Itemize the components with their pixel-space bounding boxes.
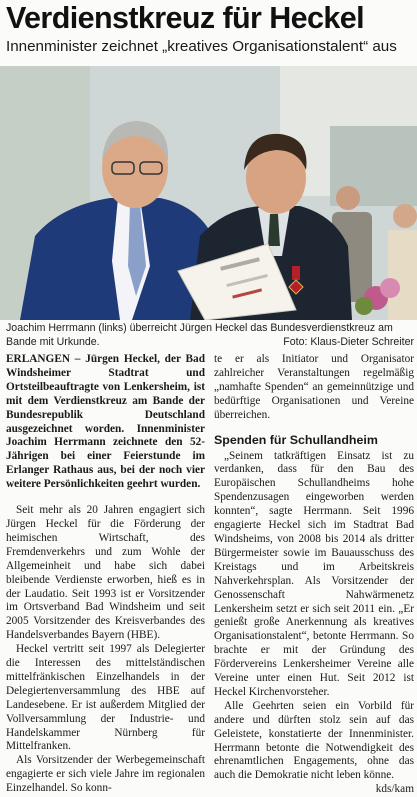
dateline: ERLANGEN – — [6, 353, 86, 365]
body-paragraph: te er als Initiator und Organisator zahlreicher Veranstaltungen regelmäßig „namhafte Spenden“ an gemeinnützige und bedürftige Organisationen und Vereine überreichen. — [214, 353, 414, 421]
body-paragraph: Seit mehr als 20 Jahren engagiert sich Jürgen Heckel für die Förderung der heimischen Wirtschaft, des Fremdenverkehrs und zum Wohle der Allgemeinheit und habe sich dabei bleibende Verdienste erworben, hieß es in der Laudatio. Seit 1993 ist er Vorsitzender im Ortsverband Bad Windsheim und seit 2005 Vorsitzender des Kreisverbandes des Handelsverbandes Bayern (HBE). — [6, 504, 205, 642]
article-photo — [0, 66, 417, 320]
photo-caption — [6, 322, 414, 349]
author-initials: kds/kam — [375, 783, 414, 796]
lead-paragraph — [6, 353, 205, 492]
lead-text: Jürgen Heckel, der Bad Windsheimer Stadtrat und Ortsteilbeauftragte von Lenkersheim, ist mit dem Verdienstkreuz am Bande der Bundesrepublik Deutschland ausgezeichnet worden. Innenminister Joachim Herrmann zeichnete den 52-Jährigen bei einer Feierstunde im Erlanger Rathaus aus, bei der noch vier weitere Persönlichkeiten geehrt wurden. — [6, 353, 205, 491]
body-paragraph: Als Vorsitzender der Werbegemeinschaft engagierte er sich viele Jahre im regionalen Einzelhandel. So konn- — [6, 754, 205, 795]
article-column-1 — [6, 353, 205, 796]
article-column-2 — [214, 353, 414, 797]
body-paragraph: „Seinem tatkräftigen Einsatz ist zu verdanken, dass für den Bau des Europäischen Schullandheims hohe Spendenzusagen eingeworben werden konnten“, sagte Herrmann. Seit 1996 engagierte Heckel sich im Stadtrat Bad Windsheims, von 2008 bis 2014 als dritter Bürgermeister sowie im Bauausschuss des Kreistags und im Arbeitskreis Nahverkehrsplan. Als Vorsitzender der Genossenschaft Nahwärmenetz Lenkersheim setzt er sich seit 2011 ein. „Er genießt große Anerkennung als kreatives Organisationstalent“, betonte Herrmann. So brachte er mit der Gründung des Fördervereins Lenkersheimer Vereine alle Vereine unter einen Hut. Seit 2012 ist Heckel Kirchenvorsteher. — [214, 449, 414, 698]
caption-text: Joachim Herrmann (links) überreicht Jürgen Heckel das Bundesverdienstkreuz am Bande mit Urkunde. — [6, 322, 393, 348]
article-subheadline: Innenminister zeichnet „kreatives Organisationstalent“ aus — [6, 38, 397, 55]
section-subtitle: Spenden für Schullandheim — [214, 432, 378, 447]
body-paragraph: Heckel vertritt seit 1997 als Delegierter die Interessen des mittelständischen mittelfränkischen Einzelhandels in der Delegiertenversammlung des HBE auf Landesebene. Er ist außerdem Mitglied der Vollversammlung der Industrie- und Handelskammer Nürnberg für Mittelfranken. — [6, 643, 205, 753]
body-paragraph: Alle Geehrten seien ein Vorbild für andere und dürften stolz sein auf das Geleistete, konstatierte der Innenminister. Herrmann betonte die Notwendigkeit des ehrenamtlichen Engagements, ohne das auch die Demokratie nicht leben könne. — [214, 699, 414, 782]
photo-credit: Foto: Klaus-Dieter Schreiter — [283, 335, 414, 348]
article-headline: Verdienstkreuz für Heckel — [6, 1, 364, 35]
